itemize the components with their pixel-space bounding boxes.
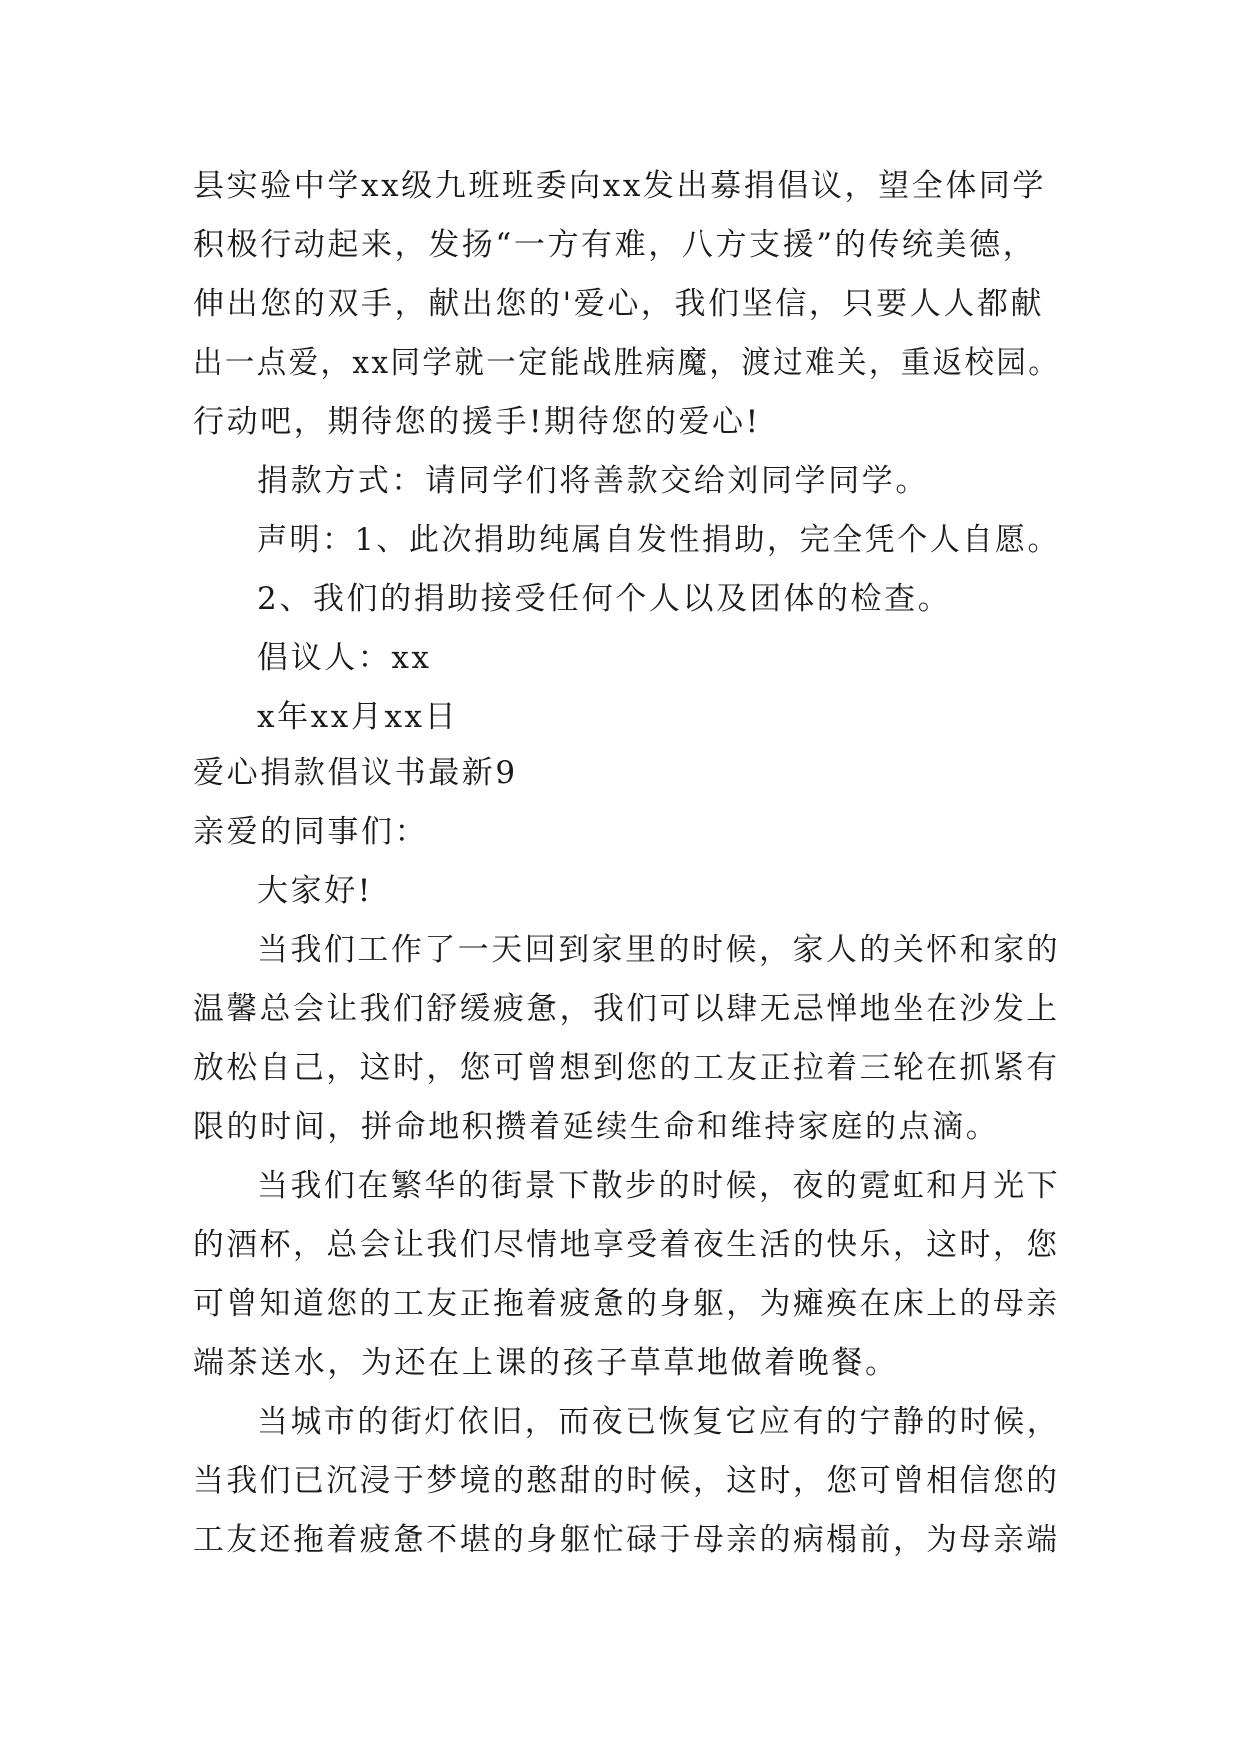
- section-title: 爱心捐款倡议书最新9: [193, 755, 518, 791]
- text-line: 县实验中学xx级九班班委向xx发出募捐倡议，望全体同学: [193, 168, 1047, 204]
- text-line: 当城市的街灯依旧，而夜已恢复它应有的宁静的时候，: [257, 1404, 1061, 1440]
- text-line: 伸出您的双手，献出您的'爱心，我们坚信，只要人人都献: [193, 286, 1045, 322]
- text-line: 温馨总会让我们舒缓疲惫，我们可以肆无忌惮地坐在沙发上: [193, 991, 1060, 1027]
- text-line: 工友还拖着疲惫不堪的身躯忙碌于母亲的病榻前，为母亲端: [193, 1522, 1060, 1558]
- text-line: 出一点爱，xx同学就一定能战胜病魔，渡过难关，重返校园。: [193, 345, 1061, 381]
- text-line: 积极行动起来，发扬“一方有难，八方支援”的传统美德，: [193, 227, 1037, 263]
- text-line: 放松自己，这时，您可曾想到您的工友正拉着三轮在抓紧有: [193, 1050, 1060, 1086]
- text-line: 当我们已沉浸于梦境的憨甜的时候，这时，您可曾相信您的: [193, 1463, 1060, 1499]
- text-line: 2、我们的捐助接受任何个人以及团体的检查。: [257, 581, 952, 617]
- text-line: 声明：1、此次捐助纯属自发性捐助，完全凭个人自愿。: [257, 522, 1061, 558]
- text-line: 当我们在繁华的街景下散步的时候，夜的霓虹和月光下: [257, 1168, 1061, 1204]
- text-line: 行动吧，期待您的援手!期待您的爱心!: [193, 404, 761, 440]
- text-line: 捐款方式：请同学们将善款交给刘同学同学。: [257, 463, 929, 499]
- text-line: 限的时间，拼命地积攒着延续生命和维持家庭的点滴。: [193, 1109, 1000, 1145]
- date-line: x年xx月xx日: [257, 699, 459, 735]
- salutation: 亲爱的同事们：: [193, 814, 429, 850]
- text-line: 当我们工作了一天回到家里的时候，家人的关怀和家的: [257, 932, 1061, 968]
- text-line: 的酒杯，总会让我们尽情地享受着夜生活的快乐，这时，您: [193, 1227, 1060, 1263]
- text-line: 可曾知道您的工友正拖着疲惫的身躯，为瘫痪在床上的母亲: [193, 1286, 1060, 1322]
- text-line: 端茶送水，为还在上课的孩子草草地做着晚餐。: [193, 1345, 899, 1381]
- greeting: 大家好!: [257, 873, 373, 909]
- signature-line: 倡议人：xx: [257, 640, 432, 676]
